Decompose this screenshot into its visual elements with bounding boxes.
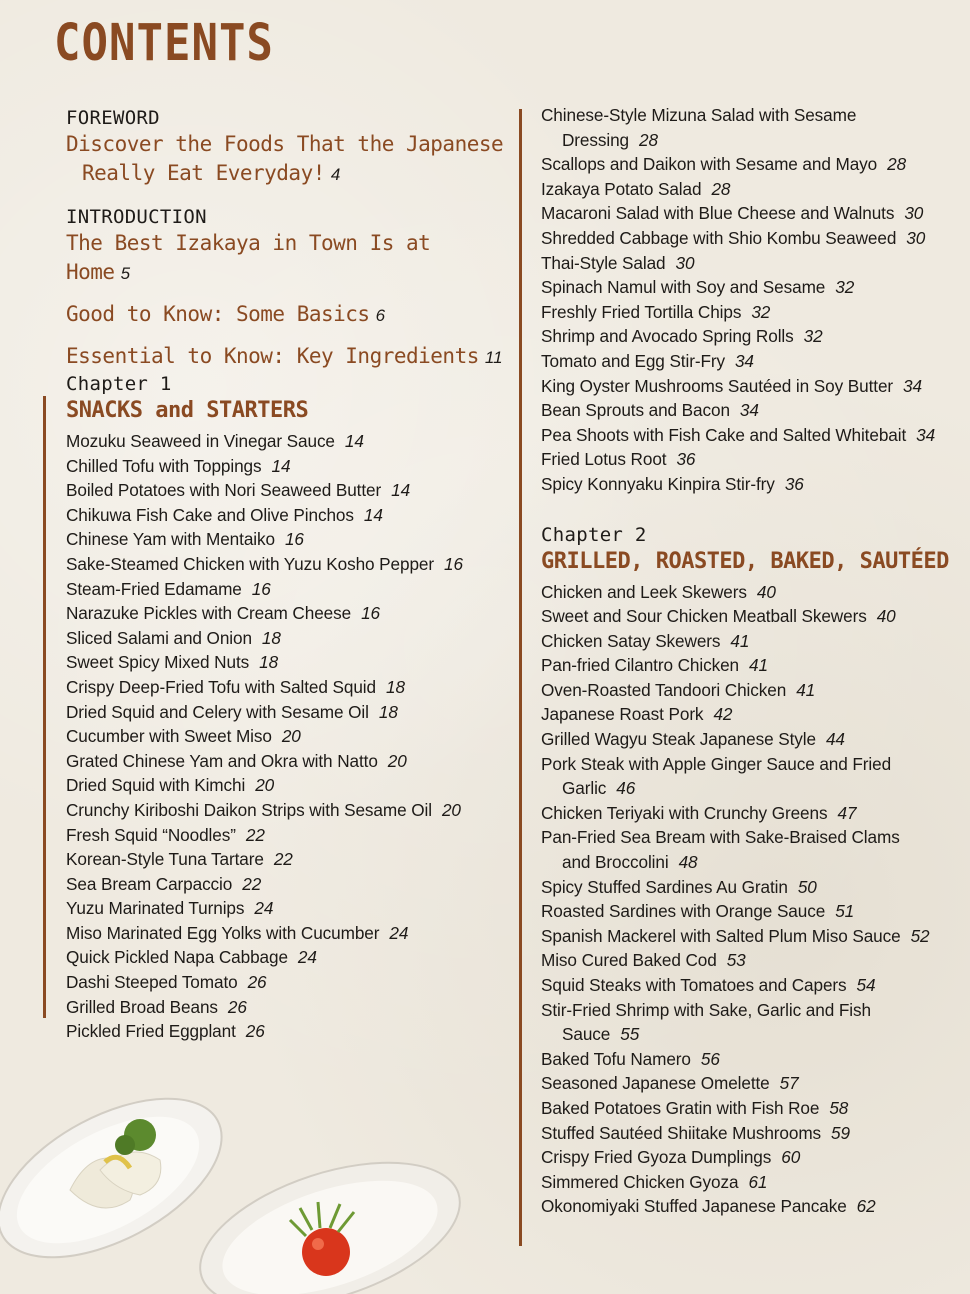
recipe-page-number: 16 <box>361 603 381 624</box>
recipe-entry[interactable] <box>541 349 961 374</box>
recipe-page-number: 26 <box>227 996 247 1017</box>
recipe-title: Spinach Namul with Soy and Sesame <box>541 277 826 298</box>
recipe-entry[interactable] <box>66 921 506 946</box>
recipe-title: Korean-Style Tuna Tartare <box>66 849 264 870</box>
recipe-title: Roasted Sardines with Orange Sauce <box>541 901 826 922</box>
recipe-page-number: 42 <box>713 704 733 725</box>
recipe-entry[interactable] <box>541 629 961 654</box>
recipe-title: Fried Lotus Root <box>541 449 667 470</box>
recipe-entry[interactable] <box>541 653 961 678</box>
recipe-title: Chikuwa Fish Cake and Olive Pinchos <box>66 504 354 525</box>
tomato-highlight <box>312 1238 324 1250</box>
recipe-title: Thai-Style Salad <box>541 252 666 273</box>
recipe-title: Sake-Steamed Chicken with Yuzu Kosho Pepper <box>66 553 435 574</box>
recipe-entry[interactable] <box>541 580 961 605</box>
recipe-title: Sweet and Sour Chicken Meatball Skewers <box>541 606 867 627</box>
recipe-entry[interactable] <box>541 447 961 472</box>
chapter1-recipe-list-continued <box>541 103 961 497</box>
recipe-page-number: 30 <box>906 227 926 248</box>
recipe-title: Spanish Mackerel with Salted Plum Miso Sauce <box>541 925 901 946</box>
recipe-entry[interactable] <box>541 727 961 752</box>
chapter2-recipe-list <box>541 580 961 1219</box>
recipe-entry[interactable] <box>66 527 506 552</box>
recipe-title: Steam-Fried Edamame <box>66 578 242 599</box>
recipe-title: Pan-fried Cilantro Chicken <box>541 655 740 676</box>
chapter1-accent-bar <box>43 396 46 1018</box>
tomato <box>302 1228 350 1276</box>
recipe-title: Grilled Broad Beans <box>66 996 218 1017</box>
introduction-title-text: The Best Izakaya in Town Is at Home <box>66 231 431 284</box>
recipe-entry[interactable] <box>541 678 961 703</box>
chapter1-title <box>66 396 506 426</box>
recipe-title: Simmered Chicken Gyoza <box>541 1171 739 1192</box>
recipe-entry[interactable] <box>541 1170 961 1195</box>
recipe-entry[interactable] <box>541 899 961 924</box>
recipe-title: Crispy Deep-Fried Tofu with Salted Squid <box>66 676 376 697</box>
page-title: CONTENTS <box>54 14 274 73</box>
recipe-title: Seasoned Japanese Omelette <box>541 1073 770 1094</box>
recipe-entry[interactable] <box>66 454 506 479</box>
recipe-page-number: 34 <box>916 424 936 445</box>
recipe-entry[interactable] <box>541 924 961 949</box>
recipe-page-number: 59 <box>831 1122 850 1143</box>
recipe-title: Grilled Wagyu Steak Japanese Style <box>541 729 816 750</box>
recipe-page-number: 32 <box>751 301 771 322</box>
recipe-title: Dashi Steeped Tomato <box>66 972 238 993</box>
recipe-entry[interactable] <box>541 1096 961 1121</box>
foreword-title-line2: Really Eat Everyday! <box>82 161 325 185</box>
recipe-page-number: 22 <box>242 873 262 894</box>
recipe-entry[interactable] <box>66 552 506 577</box>
recipe-page-number: 28 <box>711 178 731 199</box>
recipe-entry[interactable] <box>541 177 961 202</box>
recipe-title: Tomato and Egg Stir-Fry <box>541 350 725 371</box>
recipe-page-number: 24 <box>297 947 317 968</box>
recipe-page-number: 32 <box>835 277 855 298</box>
recipe-entry[interactable] <box>66 1019 506 1044</box>
column2-accent-bar <box>519 109 522 1246</box>
recipe-title: Macaroni Salad with Blue Cheese and Walnuts <box>541 203 895 224</box>
foreword-page: 4 <box>330 165 341 184</box>
recipe-title: Chicken and Leek Skewers <box>541 581 747 602</box>
recipe-page-number: 16 <box>284 529 304 550</box>
recipe-page-number: 32 <box>803 326 823 347</box>
recipe-entry[interactable] <box>66 896 506 921</box>
recipe-page-number: 36 <box>676 449 696 470</box>
recipe-title-line2: and Broccolini <box>562 852 669 873</box>
recipe-title: Grated Chinese Yam and Okra with Natto <box>66 750 378 771</box>
recipe-entry[interactable] <box>66 429 506 454</box>
recipe-page-number: 18 <box>385 676 405 697</box>
recipe-title: Dried Squid and Celery with Sesame Oil <box>66 701 369 722</box>
introduction-page: 5 <box>120 264 131 283</box>
recipe-page-number: 24 <box>389 922 409 943</box>
recipe-title: Baked Potatoes Gratin with Fish Roe <box>541 1097 820 1118</box>
recipe-title: Miso Cured Baked Cod <box>541 950 717 971</box>
recipe-title: Boiled Potatoes with Nori Seaweed Butter <box>66 480 382 501</box>
recipe-title: Squid Steaks with Tomatoes and Capers <box>541 975 847 995</box>
food-plates-image <box>0 1090 480 1294</box>
chapter1-label: Chapter 1 <box>66 373 172 395</box>
recipe-entry[interactable] <box>541 973 961 998</box>
basics-title <box>66 300 506 330</box>
recipe-title: Oven-Roasted Tandoori Chicken <box>541 679 787 700</box>
recipe-title: Fresh Squid “Noodles” <box>66 824 236 845</box>
recipe-entry[interactable] <box>66 650 506 675</box>
recipe-title: Yuzu Marinated Turnips <box>66 898 245 919</box>
recipe-page-number: 41 <box>730 630 750 651</box>
front-matter <box>66 106 506 384</box>
basics-page: 6 <box>375 306 386 325</box>
recipe-title: Sliced Salami and Onion <box>66 627 252 648</box>
recipe-page-number: 60 <box>781 1147 801 1168</box>
recipe-page-number: 20 <box>387 750 407 771</box>
recipe-page-number: 62 <box>856 1196 876 1217</box>
recipe-page-number: 34 <box>734 350 754 371</box>
recipe-entry[interactable] <box>541 251 961 276</box>
foreword-title <box>66 130 506 189</box>
recipe-entry[interactable] <box>541 1194 961 1219</box>
recipe-page-number: 58 <box>829 1097 849 1118</box>
recipe-page-number: 20 <box>255 775 275 796</box>
recipe-title: Mozuku Seaweed in Vinegar Sauce <box>66 431 335 451</box>
recipe-title: Stir-Fried Shrimp with Sake, Garlic and Fish <box>541 999 871 1020</box>
recipe-title-line2: Dressing <box>562 129 630 150</box>
recipe-title: Okonomiyaki Stuffed Japanese Pancake <box>541 1196 847 1217</box>
recipe-page-number: 36 <box>784 473 804 494</box>
recipe-title: Pickled Fried Eggplant <box>66 1021 236 1042</box>
recipe-title: Chinese Yam with Mentaiko <box>66 529 275 550</box>
ingredients-page: 11 <box>484 348 503 367</box>
recipe-page-number: 16 <box>444 553 463 574</box>
recipe-entry[interactable] <box>541 275 961 300</box>
recipe-page-number: 14 <box>391 480 411 501</box>
recipe-page-number: 28 <box>639 129 658 150</box>
recipe-page-number: 56 <box>700 1048 720 1069</box>
recipe-entry[interactable] <box>66 970 506 995</box>
recipe-entry[interactable] <box>66 675 506 700</box>
recipe-entry[interactable] <box>66 601 506 626</box>
recipe-entry[interactable] <box>541 1047 961 1072</box>
recipe-page-number: 16 <box>251 578 271 599</box>
recipe-entry[interactable] <box>66 700 506 725</box>
recipe-title: Sweet Spicy Mixed Nuts <box>66 652 250 673</box>
recipe-entry[interactable] <box>541 801 961 826</box>
herb-garnish-2 <box>115 1135 135 1155</box>
recipe-page-number: 46 <box>616 778 636 799</box>
recipe-entry[interactable] <box>541 875 961 900</box>
recipe-entry[interactable] <box>541 152 961 177</box>
recipe-page-number: 52 <box>910 925 930 946</box>
recipe-entry[interactable] <box>66 872 506 897</box>
recipe-entry[interactable] <box>541 398 961 423</box>
recipe-title: Stuffed Sautéed Shiitake Mushrooms <box>541 1122 822 1143</box>
chapter2-title: GRILLED, ROASTED, BAKED, SAUTÉED <box>541 548 949 574</box>
recipe-entry[interactable] <box>541 103 961 152</box>
recipe-entry[interactable] <box>66 773 506 798</box>
recipe-page-number: 40 <box>756 581 776 602</box>
recipe-entry[interactable] <box>541 472 961 497</box>
recipe-entry[interactable] <box>66 749 506 774</box>
recipe-page-number: 34 <box>739 400 759 421</box>
recipe-title: King Oyster Mushrooms Sautéed in Soy Butter <box>541 375 894 396</box>
recipe-entry[interactable] <box>541 1145 961 1170</box>
recipe-entry[interactable] <box>66 503 506 528</box>
recipe-title: Dried Squid with Kimchi <box>66 775 246 796</box>
recipe-entry[interactable] <box>541 752 961 801</box>
recipe-page-number: 18 <box>261 627 281 648</box>
recipe-title: Baked Tofu Namero <box>541 1048 691 1069</box>
basics-title-text: Good to Know: Some Basics <box>66 302 370 326</box>
recipe-entry[interactable] <box>541 324 961 349</box>
introduction-entry[interactable] <box>66 205 506 288</box>
chapter2-label: Chapter 2 <box>541 523 647 546</box>
recipe-page-number: 44 <box>825 729 845 750</box>
recipe-page-number: 18 <box>378 701 398 722</box>
recipe-title: Pork Steak with Apple Ginger Sauce and Fried <box>541 753 892 774</box>
recipe-entry[interactable] <box>66 577 506 602</box>
recipe-page-number: 41 <box>796 679 816 700</box>
recipe-page-number: 14 <box>344 431 364 451</box>
recipe-title: Chicken Teriyaki with Crunchy Greens <box>541 802 828 823</box>
recipe-entry[interactable] <box>66 995 506 1020</box>
ingredients-title-text: Essential to Know: Key Ingredients <box>66 344 479 368</box>
recipe-page-number: 14 <box>271 455 291 476</box>
recipe-title: Cucumber with Sweet Miso <box>66 726 272 747</box>
recipe-page-number: 18 <box>259 652 279 673</box>
recipe-entry[interactable] <box>66 724 506 749</box>
recipe-page-number: 26 <box>247 972 267 993</box>
recipe-entry[interactable] <box>66 823 506 848</box>
recipe-page-number: 55 <box>620 1024 640 1045</box>
column2 <box>541 103 961 1219</box>
recipe-title: Crispy Fried Gyoza Dumplings <box>541 1147 772 1168</box>
recipe-entry[interactable] <box>541 702 961 727</box>
recipe-title: Spicy Stuffed Sardines Au Gratin <box>541 876 788 897</box>
recipe-entry[interactable] <box>541 1071 961 1096</box>
recipe-title: Quick Pickled Napa Cabbage <box>66 947 288 968</box>
chapter1-recipe-list <box>66 429 506 1044</box>
recipe-title-line2: Sauce <box>562 1024 611 1045</box>
recipe-title: Crunchy Kiriboshi Daikon Strips with Sesame Oil <box>66 799 432 820</box>
recipe-entry[interactable] <box>541 604 961 629</box>
recipe-page-number: 41 <box>749 655 768 676</box>
recipe-page-number: 47 <box>837 802 857 823</box>
recipe-entry[interactable] <box>541 201 961 226</box>
recipe-entry[interactable] <box>66 478 506 503</box>
recipe-entry[interactable] <box>66 798 506 823</box>
basics-entry[interactable] <box>66 300 506 330</box>
recipe-title-continued <box>541 850 961 875</box>
recipe-page-number: 34 <box>903 375 922 396</box>
recipe-page-number: 26 <box>245 1021 265 1042</box>
recipe-title-continued <box>541 776 961 801</box>
recipe-page-number: 50 <box>797 876 817 897</box>
recipe-entry[interactable] <box>541 374 961 399</box>
ingredients-entry[interactable] <box>66 342 506 372</box>
recipe-title: Shrimp and Avocado Spring Rolls <box>541 326 794 347</box>
recipe-title: Sea Bream Carpaccio <box>66 873 233 894</box>
recipe-page-number: 51 <box>835 901 855 922</box>
recipe-title-continued <box>541 128 961 153</box>
foreword-entry[interactable] <box>66 106 506 189</box>
recipe-title-continued <box>541 1022 961 1047</box>
recipe-title: Pan-Fried Sea Bream with Sake-Braised Clams <box>541 827 900 848</box>
foreword-title-line2-wrap <box>66 159 506 189</box>
recipe-page-number: 30 <box>675 252 695 273</box>
introduction-title <box>66 229 506 288</box>
recipe-page-number: 22 <box>245 824 265 845</box>
recipe-page-number: 30 <box>904 203 924 224</box>
recipe-page-number: 24 <box>254 898 274 919</box>
recipe-entry[interactable] <box>541 948 961 973</box>
recipe-title: Bean Sprouts and Bacon <box>541 400 730 421</box>
recipe-entry[interactable] <box>66 847 506 872</box>
recipe-title: Chicken Satay Skewers <box>541 630 721 651</box>
introduction-label: INTRODUCTION <box>66 206 207 228</box>
foreword-title-line1: Discover the Foods That the Japanese <box>66 132 504 156</box>
recipe-entry[interactable] <box>541 825 961 874</box>
recipe-page-number: 61 <box>748 1171 768 1192</box>
recipe-title: Scallops and Daikon with Sesame and Mayo <box>541 154 878 175</box>
recipe-page-number: 40 <box>876 606 896 627</box>
chapter2-section <box>541 523 961 1219</box>
recipe-title: Miso Marinated Egg Yolks with Cucumber <box>66 922 380 943</box>
recipe-entry[interactable] <box>66 626 506 651</box>
chapter1-section <box>66 372 506 1044</box>
ingredients-title <box>66 342 506 372</box>
recipe-page-number: 20 <box>441 799 461 820</box>
recipe-page-number: 14 <box>363 504 383 525</box>
chapter1-title-a: SNACKS <box>66 398 143 423</box>
recipe-title: Izakaya Potato Salad <box>541 178 702 199</box>
recipe-title: Shredded Cabbage with Shio Kombu Seaweed <box>541 227 897 248</box>
recipe-title: Chinese-Style Mizuna Salad with Sesame <box>541 105 857 125</box>
recipe-page-number: 57 <box>779 1073 799 1094</box>
recipe-title: Japanese Roast Pork <box>541 704 704 725</box>
recipe-page-number: 20 <box>281 726 301 747</box>
recipe-title: Freshly Fried Tortilla Chips <box>541 301 742 322</box>
recipe-title: Pea Shoots with Fish Cake and Salted Whitebait <box>541 424 907 445</box>
recipe-entry[interactable] <box>541 226 961 251</box>
recipe-page-number: 22 <box>273 849 293 870</box>
recipe-page-number: 48 <box>678 852 698 873</box>
foreword-label: FOREWORD <box>66 107 160 129</box>
recipe-entry[interactable] <box>541 300 961 325</box>
recipe-page-number: 54 <box>856 975 876 995</box>
recipe-entry[interactable] <box>541 423 961 448</box>
recipe-page-number: 28 <box>887 154 907 175</box>
chapter1-title-and: and <box>155 398 194 423</box>
recipe-page-number: 53 <box>726 950 746 971</box>
recipe-title-line2: Garlic <box>562 778 607 799</box>
recipe-title: Narazuke Pickles with Cream Cheese <box>66 603 352 624</box>
recipe-entry[interactable] <box>66 945 506 970</box>
recipe-title: Chilled Tofu with Toppings <box>66 455 262 476</box>
recipe-title: Spicy Konnyaku Kinpira Stir-fry <box>541 473 775 494</box>
recipe-entry[interactable] <box>541 1121 961 1146</box>
chapter1-title-b: STARTERS <box>206 398 309 423</box>
recipe-entry[interactable] <box>541 998 961 1047</box>
